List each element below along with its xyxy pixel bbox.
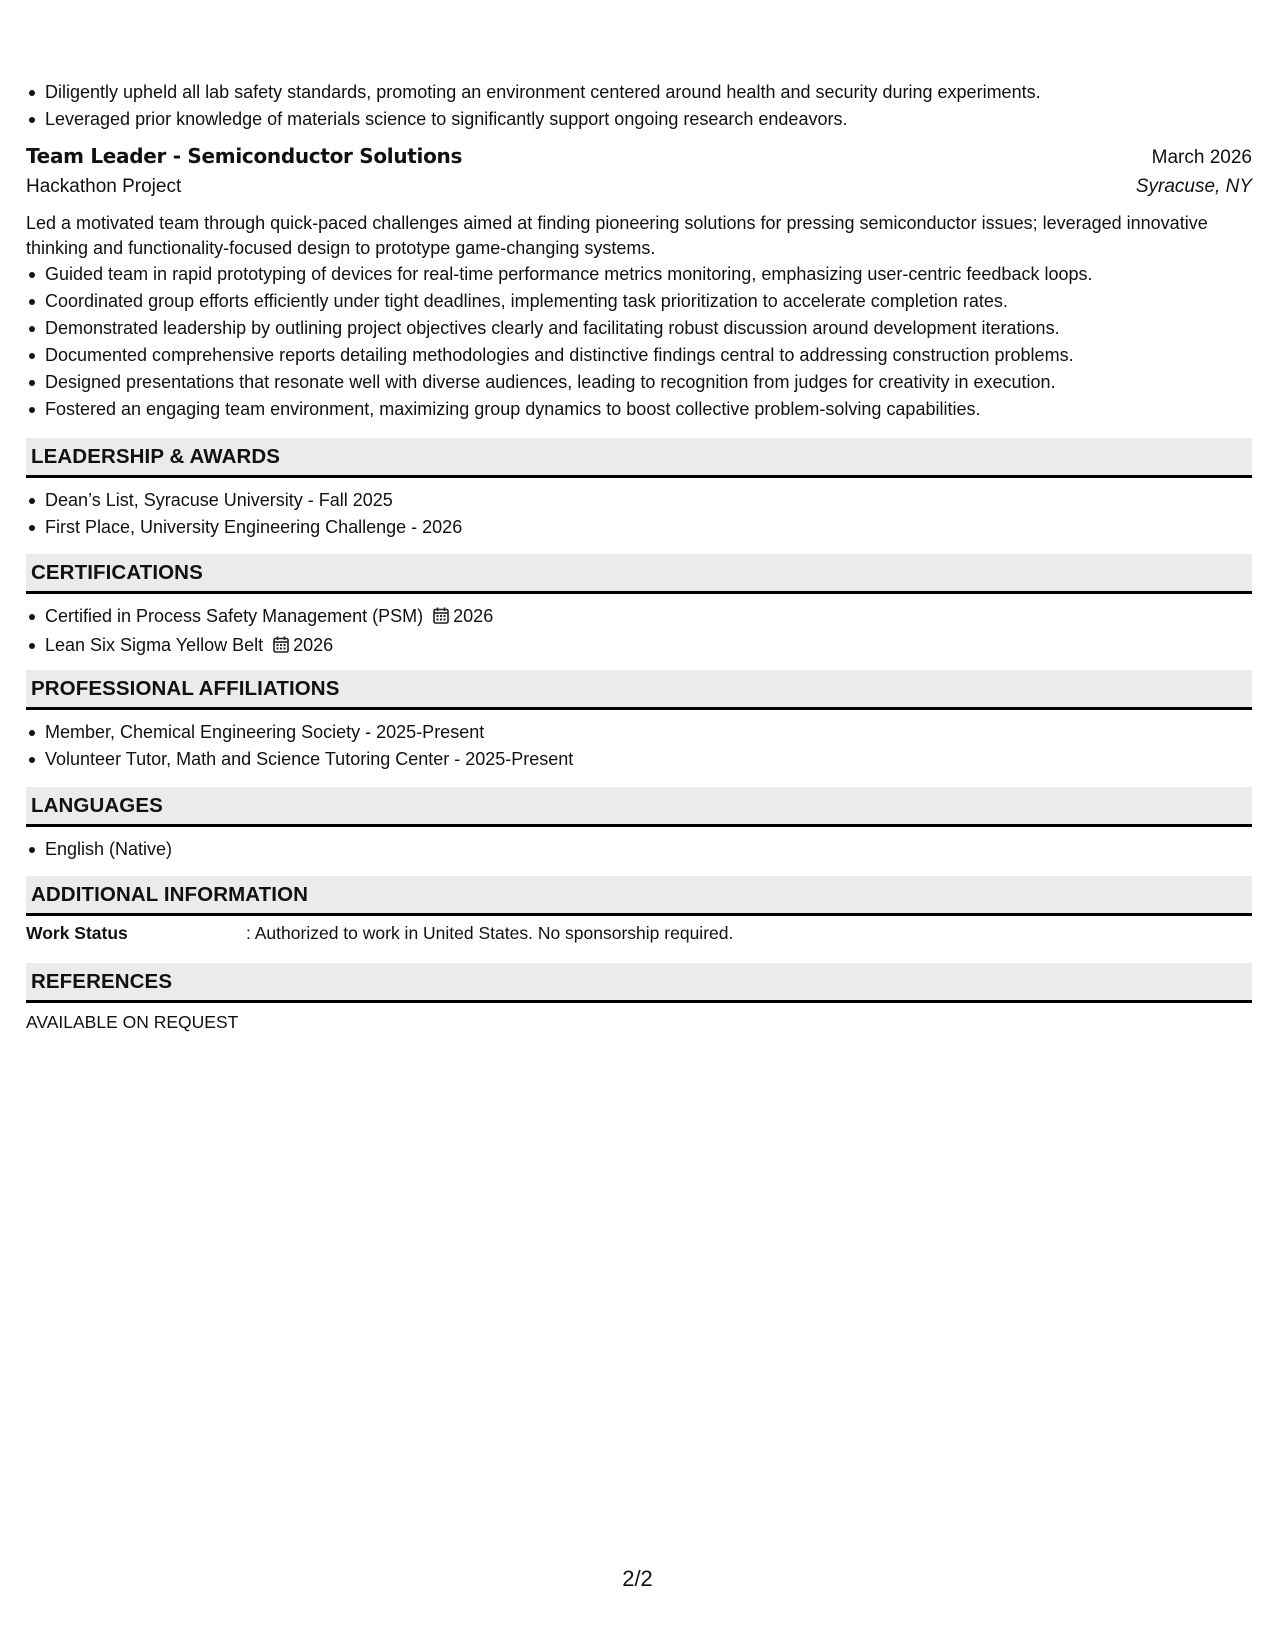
job-organization: Hackathon Project bbox=[26, 176, 182, 197]
previous-job-bullets bbox=[26, 79, 1252, 133]
section-references bbox=[26, 963, 1252, 1035]
certifications-list bbox=[26, 603, 1252, 661]
work-status-row bbox=[26, 920, 1252, 946]
list-item: Diligently upheld all lab safety standards, promoting an environment centered around health and security during experiments. bbox=[26, 79, 1252, 106]
list-item bbox=[26, 603, 1252, 632]
calendar-icon bbox=[273, 634, 289, 661]
list-item: Volunteer Tutor, Math and Science Tutoring Center - 2025-Present bbox=[26, 746, 1252, 773]
calendar-icon bbox=[433, 605, 449, 632]
affiliations-list bbox=[26, 719, 1252, 773]
section-header bbox=[26, 876, 1252, 916]
section-header bbox=[26, 554, 1252, 594]
section-title: LEADERSHIP & AWARDS bbox=[31, 444, 281, 468]
job-bullets bbox=[26, 261, 1252, 423]
job-subheader bbox=[26, 176, 1252, 198]
job-summary: Led a motivated team through quick-paced challenges aimed at finding pioneering solutions for pressing semiconductor issues; leveraged innovative thinking and functionality-focused design to prototype game-changing systems. bbox=[26, 213, 1208, 258]
section-header bbox=[26, 963, 1252, 1003]
section-title: REFERENCES bbox=[31, 969, 173, 993]
section-header bbox=[26, 787, 1252, 827]
work-status-label: Work Status bbox=[26, 923, 128, 943]
references-text: AVAILABLE ON REQUEST bbox=[26, 1012, 239, 1032]
list-item: Guided team in rapid prototyping of devices for real-time performance metrics monitoring, emphasizing user-centric feedback loops. bbox=[26, 261, 1252, 288]
certification-year: 2026 bbox=[293, 635, 334, 655]
work-status-value: : Authorized to work in United States. No sponsorship required. bbox=[246, 923, 734, 943]
list-item: Designed presentations that resonate well with diverse audiences, leading to recognition from judges for creativity in execution. bbox=[26, 369, 1252, 396]
section-title: ADDITIONAL INFORMATION bbox=[31, 882, 309, 906]
section-title: CERTIFICATIONS bbox=[31, 560, 203, 584]
certification-year: 2026 bbox=[453, 606, 494, 626]
section-certifications bbox=[26, 554, 1252, 661]
job-title: Team Leader - Semiconductor Solutions bbox=[26, 144, 463, 168]
list-item bbox=[26, 632, 1252, 661]
list-item: First Place, University Engineering Challenge - 2026 bbox=[26, 514, 1252, 541]
list-item: Documented comprehensive reports detailing methodologies and distinctive findings central to addressing construction problems. bbox=[26, 342, 1252, 369]
list-item: Member, Chemical Engineering Society - 2025-Present bbox=[26, 719, 1252, 746]
certification-name: Lean Six Sigma Yellow Belt bbox=[45, 635, 264, 655]
section-languages bbox=[26, 787, 1252, 863]
list-item: Fostered an engaging team environment, maximizing group dynamics to boost collective problem-solving capabilities. bbox=[26, 396, 1252, 423]
section-leadership-awards bbox=[26, 438, 1252, 541]
list-item: Coordinated group efforts efficiently under tight deadlines, implementing task prioritization to accelerate completion rates. bbox=[26, 288, 1252, 315]
page-number: 2/2 bbox=[622, 1566, 653, 1591]
job-header bbox=[26, 144, 1252, 169]
job-date: March 2026 bbox=[1151, 147, 1252, 168]
section-professional-affiliations bbox=[26, 670, 1252, 773]
leadership-list bbox=[26, 487, 1252, 541]
languages-list bbox=[26, 836, 1252, 863]
section-title: PROFESSIONAL AFFILIATIONS bbox=[31, 676, 340, 700]
section-header bbox=[26, 670, 1252, 710]
job-location: Syracuse, NY bbox=[1135, 176, 1252, 197]
list-item: Leveraged prior knowledge of materials science to significantly support ongoing research endeavors. bbox=[26, 106, 1252, 133]
list-item: Dean’s List, Syracuse University - Fall 2025 bbox=[26, 487, 1252, 514]
list-item: English (Native) bbox=[26, 836, 1252, 863]
section-header bbox=[26, 438, 1252, 478]
section-additional-information bbox=[26, 876, 1252, 946]
section-title: LANGUAGES bbox=[31, 793, 163, 817]
certification-name: Certified in Process Safety Management (PSM) bbox=[45, 606, 424, 626]
list-item: Demonstrated leadership by outlining project objectives clearly and facilitating robust discussion around development iterations. bbox=[26, 315, 1252, 342]
